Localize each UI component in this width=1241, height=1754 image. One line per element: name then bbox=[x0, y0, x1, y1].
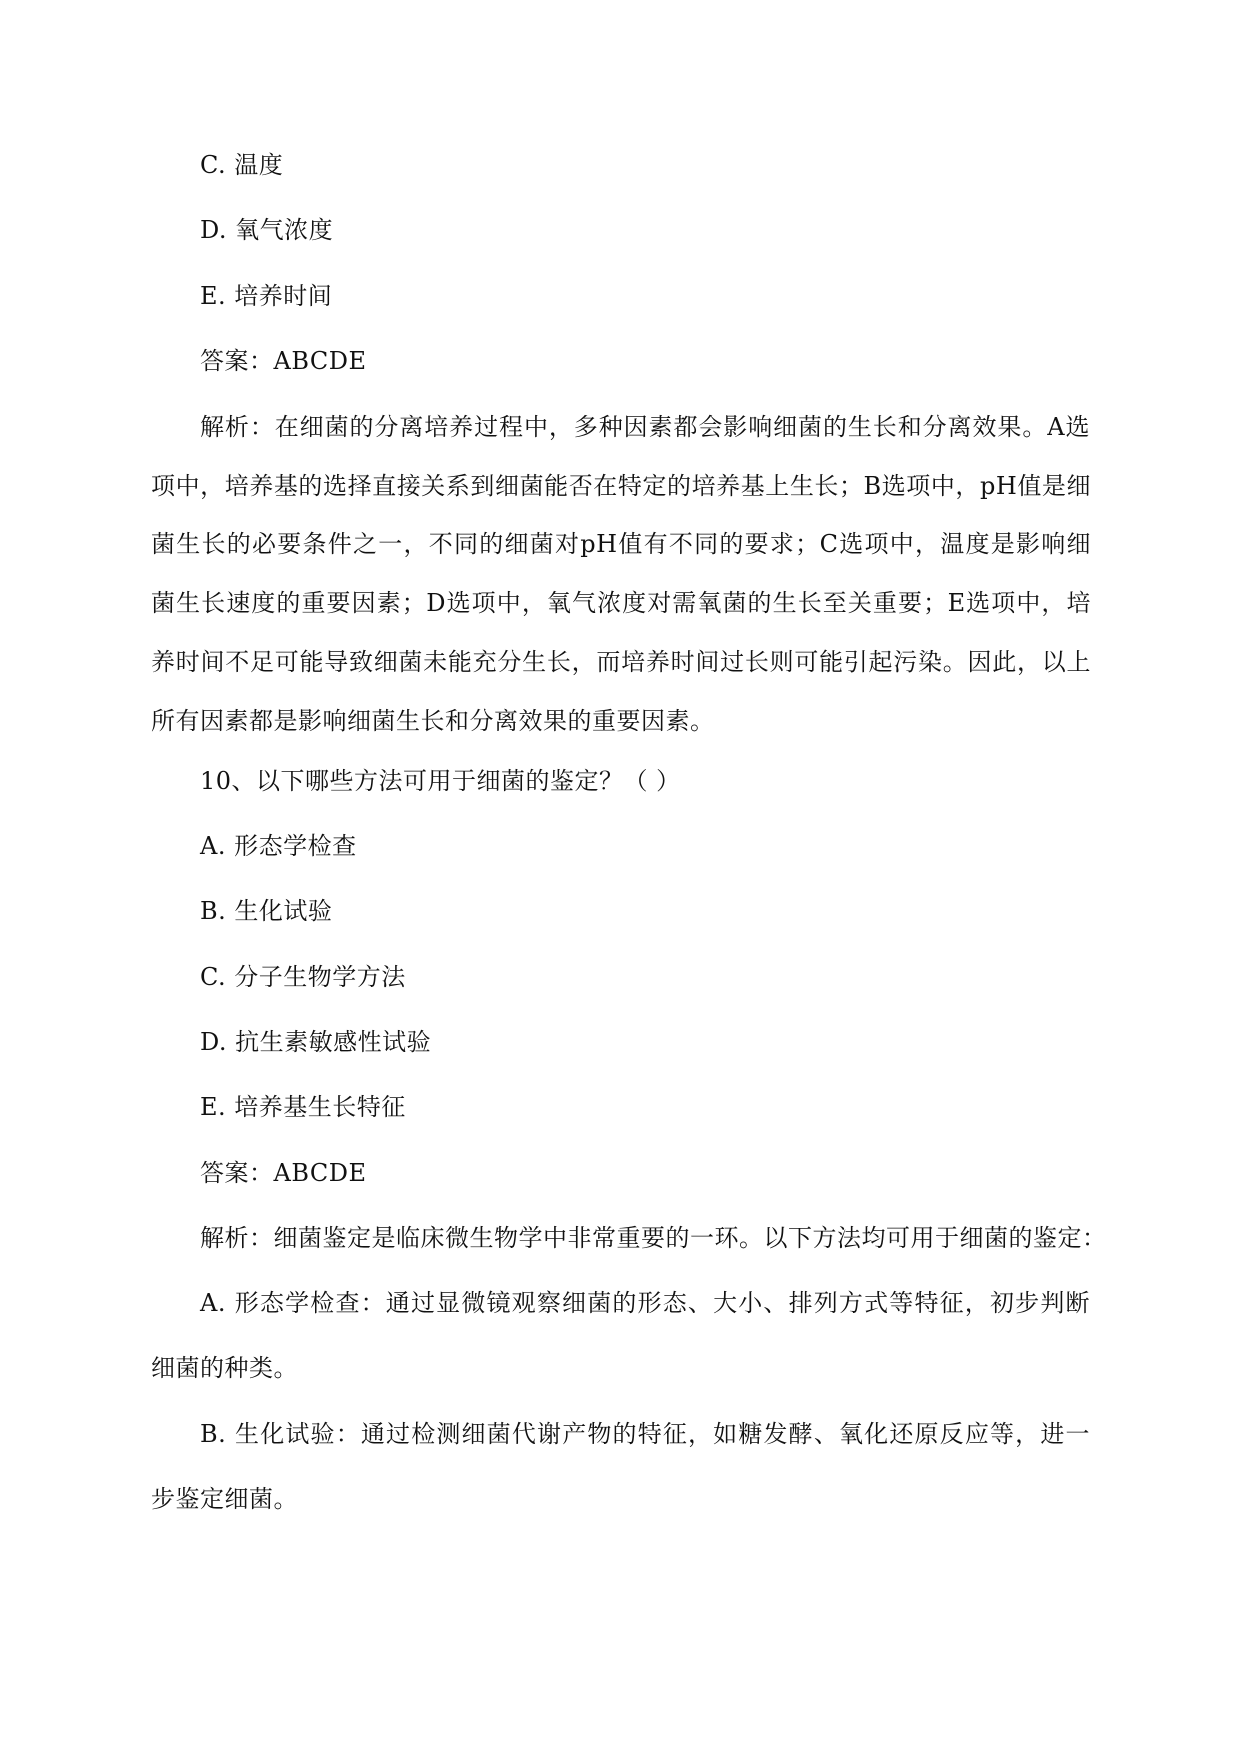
option-c-temperature: C. 温度 bbox=[200, 151, 284, 179]
explanation-q9-line-1: 解析：在细菌的分离培养过程中，多种因素都会影响细菌的生长和分离效果。A选 bbox=[200, 413, 1090, 441]
explanation-q9-line-2: 项中，培养基的选择直接关系到细菌能否在特定的培养基上生长；B选项中，pH值是细 bbox=[151, 472, 1091, 500]
option-d-oxygen: D. 氧气浓度 bbox=[200, 216, 334, 244]
explanation-q9-line-3: 菌生长的必要条件之一，不同的细菌对pH值有不同的要求；C选项中，温度是影响细 bbox=[151, 530, 1091, 558]
question-10: 10、以下哪些方法可用于细菌的鉴定？（ ） bbox=[200, 767, 681, 795]
explanation-q9-line-6: 所有因素都是影响细菌生长和分离效果的重要因素。 bbox=[151, 707, 715, 735]
explanation-q10-intro: 解析：细菌鉴定是临床微生物学中非常重要的一环。以下方法均可用于细菌的鉴定： bbox=[200, 1224, 1107, 1252]
option-e-growth-features: E. 培养基生长特征 bbox=[200, 1093, 406, 1121]
option-e-culture-time: E. 培养时间 bbox=[200, 282, 333, 310]
explanation-q9-line-4: 菌生长速度的重要因素；D选项中，氧气浓度对需氧菌的生长至关重要；E选项中，培 bbox=[151, 589, 1091, 617]
explanation-q10-a-line-2: 细菌的种类。 bbox=[151, 1354, 298, 1382]
explanation-q10-b-line-1: B. 生化试验：通过检测细菌代谢产物的特征，如糖发酵、氧化还原反应等，进一 bbox=[200, 1420, 1090, 1448]
option-b-biochemical: B. 生化试验 bbox=[200, 897, 333, 925]
answer-q9: 答案：ABCDE bbox=[200, 347, 367, 375]
option-c-molecular: C. 分子生物学方法 bbox=[200, 963, 406, 991]
answer-q10: 答案：ABCDE bbox=[200, 1159, 367, 1187]
option-d-antibiotic: D. 抗生素敏感性试验 bbox=[200, 1028, 432, 1056]
explanation-q10-b-line-2: 步鉴定细菌。 bbox=[151, 1485, 298, 1513]
explanation-q9-line-5: 养时间不足可能导致细菌未能充分生长，而培养时间过长则可能引起污染。因此，以上 bbox=[151, 648, 1091, 676]
option-a-morphology: A. 形态学检查 bbox=[200, 832, 357, 860]
explanation-q10-a-line-1: A. 形态学检查：通过显微镜观察细菌的形态、大小、排列方式等特征，初步判断 bbox=[200, 1289, 1090, 1317]
